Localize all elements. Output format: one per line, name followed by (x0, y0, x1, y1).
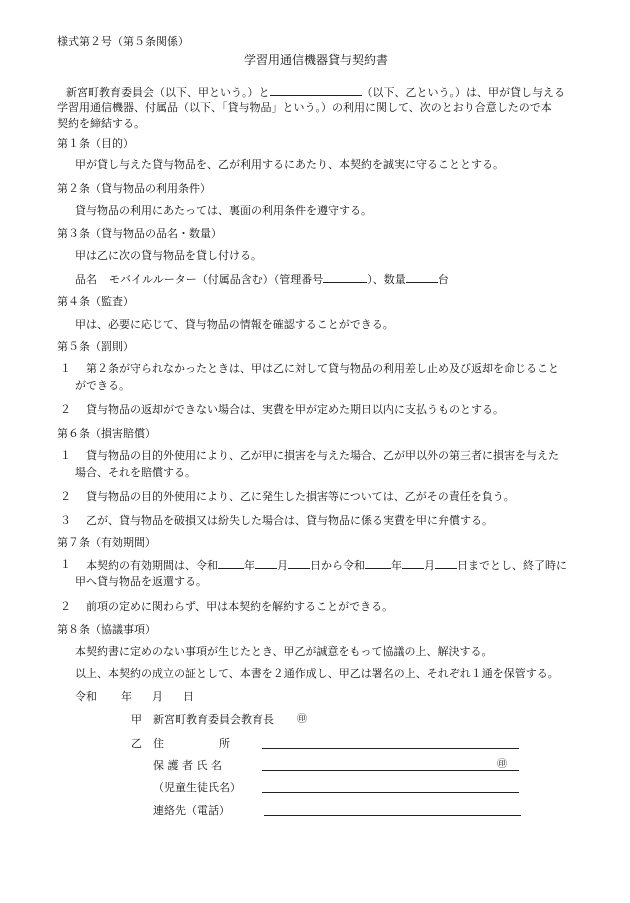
party-a-name: 新宮町教育委員会教育長 (153, 713, 274, 726)
date-line (75, 689, 194, 705)
article-7-heading: 第７条（有効期間） (57, 536, 156, 549)
article-3-text: 甲は乙に次の貸与物品を貸し付ける。 (75, 249, 262, 262)
quantity-blank[interactable] (406, 271, 438, 283)
student-name-label: （児童生徒氏名） (153, 781, 241, 794)
party-a-mark: 甲 (131, 713, 142, 726)
article-7-num-1: １ (60, 558, 71, 571)
contact-phone-label: 連絡先（電話） (153, 804, 230, 817)
date-day: 日 (183, 690, 194, 703)
date-era: 令和 (75, 690, 97, 703)
guardian-name-label: 保 護 者 氏 名 (153, 759, 222, 772)
party-b-blank[interactable] (270, 84, 362, 96)
article-4-heading: 第４条（監査） (57, 295, 134, 308)
intro-text-b: （以下、乙という。）は、甲が貸し与える (361, 86, 565, 99)
article-6-para-1a: 貸与物品の目的外使用により、乙が甲に損害を与えた場合、乙が甲以外の第三者に損害を与えた (86, 449, 559, 462)
from-month-blank[interactable] (255, 557, 277, 569)
intro-line-1 (66, 84, 565, 101)
article-5-heading: 第５条（罰則） (57, 340, 134, 353)
to-month-blank[interactable] (402, 557, 424, 569)
party-a-seal-mark: ㊞ (297, 714, 307, 725)
form-number: 様式第２号（第５条関係） (57, 35, 189, 48)
article-2-text: 貸与物品の利用にあたっては、裏面の利用条件を遵守する。 (75, 204, 372, 217)
party-b-mark: 乙 (131, 737, 142, 750)
item-line (75, 271, 449, 288)
to-month-unit: 月 (424, 559, 435, 572)
article-6-num-2: ２ (60, 490, 71, 503)
date-month: 月 (152, 690, 163, 703)
from-year-unit: 年 (244, 559, 255, 572)
article-6-num-3: ３ (60, 514, 71, 527)
article-5-num-1: １ (60, 362, 71, 375)
article-7-para-1a (86, 557, 567, 574)
from-year-blank[interactable] (218, 557, 244, 569)
article-6-para-3: 乙が、貸与物品を破損又は紛失した場合は、貸与物品に係る実費を甲に弁償する。 (86, 514, 493, 527)
student-name-field[interactable] (262, 792, 519, 793)
article-6-para-1b: 場合、それを賠償する。 (75, 466, 196, 479)
article-7-num-2: ２ (60, 600, 71, 613)
article-7-para-2: 前項の定めに関わらず、甲は本契約を解約することができる。 (86, 600, 394, 613)
article-6-heading: 第６条（損害賠償） (57, 427, 156, 440)
address-label: 住 所 (153, 737, 230, 750)
closing-text: 以上、本契約の成立の証として、本書を２通作成し、甲乙は署名の上、それぞれ１通を保管する。 (75, 667, 559, 680)
date-year: 年 (121, 690, 132, 703)
management-number-blank[interactable] (323, 271, 367, 283)
document-title: 学習用通信機器貸与契約書 (244, 53, 389, 67)
intro-line-2: 学習用通信機器、付属品（以下、「貸与物品」という。）の利用に関して、次のとおり合意したので本 (57, 101, 552, 114)
period-from-era: 本契約の有効期間は、令和 (86, 559, 218, 572)
item-name: モバイルルーター（付属品含む）（管理番号 (109, 273, 324, 286)
article-8-text-1: 本契約書に定めのない事項が生じたとき、甲乙が誠意をもって協議の上、解決する。 (75, 645, 493, 658)
address-field[interactable] (262, 748, 519, 749)
from-day-blank[interactable] (288, 557, 310, 569)
intro-text-a: 新宮町教育委員会（以下、甲という。）と (66, 86, 270, 99)
from-month-unit: 月 (277, 559, 288, 572)
article-7-para-1b: 甲へ貸与物品を返還する。 (75, 575, 207, 588)
article-4-text: 甲は、必要に応じて、貸与物品の情報を確認することができる。 (75, 318, 394, 331)
item-unit: 台 (437, 273, 449, 286)
guardian-name-field[interactable] (262, 770, 519, 771)
intro-line-3: 契約を締結する。 (57, 117, 145, 130)
article-5-para-1a: 第２条が守られなかったときは、甲は乙に対して貸与物品の利用差し止め及び返却を命じること (86, 362, 559, 375)
article-1-heading: 第１条（目的） (57, 137, 134, 150)
article-5-para-1b: ができる。 (75, 379, 130, 392)
to-year-blank[interactable] (365, 557, 391, 569)
article-8-heading: 第８条（協議事項） (57, 623, 156, 636)
to-day-blank[interactable] (435, 557, 457, 569)
article-5-para-2: 貸与物品の返却ができない場合は、実費を甲が定めた期日以内に支払うものとする。 (86, 403, 504, 416)
article-5-num-2: ２ (60, 403, 71, 416)
article-6-num-1: １ (60, 449, 71, 462)
item-label: 品名 (75, 273, 97, 286)
contact-phone-field[interactable] (264, 815, 521, 816)
article-1-text: 甲が貸し与えた貸与物品を、乙が利用するにあたり、本契約を誠実に守ることとする。 (75, 158, 504, 171)
period-to-era: 日から令和 (310, 559, 365, 572)
article-2-heading: 第２条（貸与物品の利用条件） (57, 182, 211, 195)
to-year-unit: 年 (391, 559, 402, 572)
article-3-heading: 第３条（貸与物品の品名・数量） (57, 227, 222, 240)
item-quantity-label: ）、数量 (367, 273, 406, 286)
guardian-seal-mark: ㊞ (497, 759, 507, 770)
article-6-para-2: 貸与物品の目的外使用により、乙に発生した損害等については、乙がその責任を負う。 (86, 490, 515, 503)
period-end-text: 日までとし、終了時に (457, 559, 567, 572)
